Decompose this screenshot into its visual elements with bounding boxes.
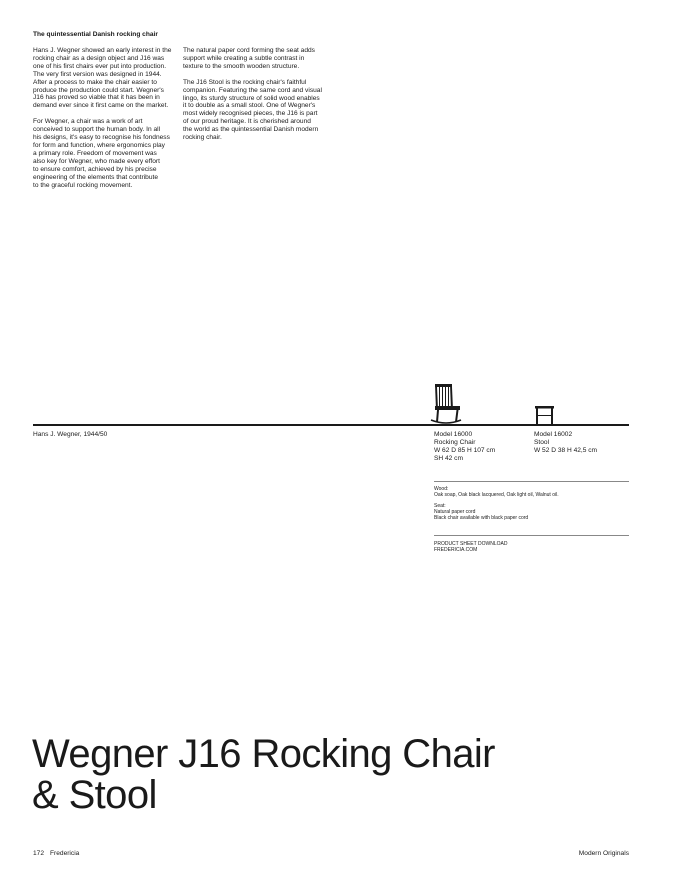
paragraph: For Wegner, a chair was a work of art conceived to support the human body. In all his designs, it's easy to recognise his fondness for form and function, where ergonomics play a primary role. Freedom of movement was also key for Wegner, who made every effort to ensure comfort, achieved by his precise engineering of the elements that contribute to the graceful rocking movement. <box>33 118 170 189</box>
model-number: Model 16000 <box>434 431 473 438</box>
page-number: 172 <box>33 850 45 857</box>
wood-label: Wood: <box>434 486 449 492</box>
model-name: Rocking Chair <box>434 439 476 446</box>
product-sheet-download <box>434 541 507 553</box>
title-line-2: & Stool <box>32 773 157 817</box>
section-name: Modern Originals <box>578 850 629 857</box>
download-label: PRODUCT SHEET DOWNLOAD <box>434 541 508 547</box>
page-title <box>32 734 495 816</box>
stool-icon <box>534 405 556 425</box>
wood-options <box>434 486 559 498</box>
materials-divider <box>434 481 629 482</box>
model-dimensions: W 52 D 38 H 42,5 cm <box>534 447 598 454</box>
model-rocking-chair <box>434 431 495 463</box>
title-line-1: Wegner J16 Rocking Chair <box>32 732 495 776</box>
designer-credit: Hans J. Wegner, 1944/50 <box>33 431 108 438</box>
intro-column-1 <box>33 47 183 197</box>
download-link[interactable]: FREDERICIA.COM <box>434 547 478 553</box>
seat-value: Natural paper cord <box>434 509 476 515</box>
brand-name: Fredericia <box>50 850 80 857</box>
seat-value: Black chair available with black paper cord <box>434 515 529 521</box>
download-divider <box>434 535 629 536</box>
footer-left <box>33 850 79 857</box>
intro-column-2 <box>183 47 333 150</box>
wood-value: Oak soap, Oak black lacquered, Oak light oil, Walnut oil. <box>434 492 559 498</box>
model-seat-height: SH 42 cm <box>434 455 463 462</box>
rocking-chair-icon <box>430 382 462 425</box>
paragraph: The natural paper cord forming the seat adds support while creating a subtle contrast in texture to the smooth wooden structure. <box>183 47 315 70</box>
model-number: Model 16002 <box>534 431 573 438</box>
model-name: Stool <box>534 439 550 446</box>
paragraph: Hans J. Wegner showed an early interest in the rocking chair as a design object and J16 was one of his first chairs ever put into production. The very first version was designed in 1944. After a process to make the chair easier to produce the production could start. Wegner's J16 has proved so viable that it has been in demand ever since it first came on the market. <box>33 47 172 110</box>
model-stool <box>534 431 597 455</box>
intro-title: The quintessential Danish rocking chair <box>33 31 158 38</box>
seat-label: Seat: <box>434 503 446 509</box>
paragraph: The J16 Stool is the rocking chair's faithful companion. Featuring the same cord and visual lingo, its sturdy structure of solid wood enables it to double as a small stool. One of Wegner's most widely recognised pieces, the J16 is part of our proud heritage. It is cherished around the world as the quintessential Danish modern rocking chair. <box>183 78 322 142</box>
model-dimensions: W 62 D 85 H 107 cm <box>434 447 496 454</box>
seat-options <box>434 503 528 521</box>
main-divider <box>33 424 629 426</box>
